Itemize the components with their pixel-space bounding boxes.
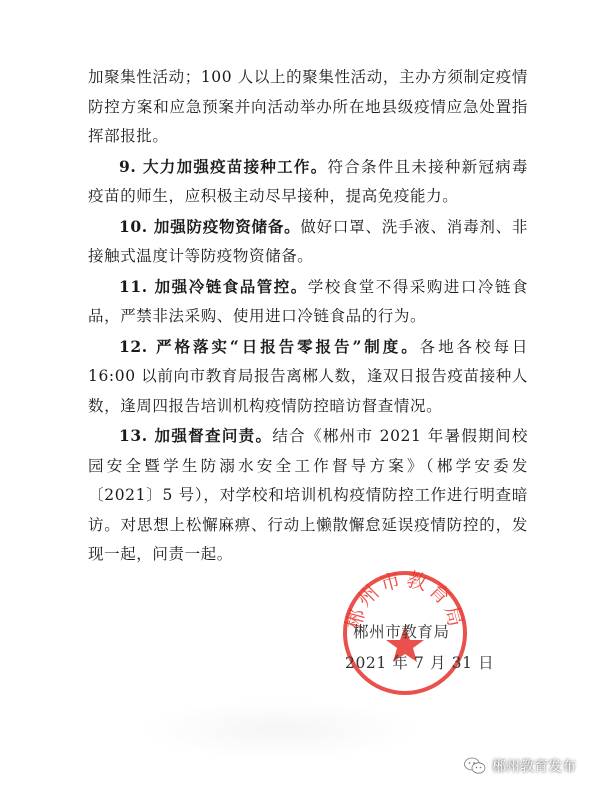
watermark-label: 郴州教育发布 bbox=[492, 759, 576, 775]
seal-text: 郴州市教育局 bbox=[341, 568, 469, 632]
paragraph-1: 加聚集性活动；100 人以上的聚集性活动，主办方须制定疫情防控方案和应急预案并向活动举办所在地县级疫情应急处置指挥部报批。 bbox=[88, 68, 528, 145]
paragraph-item-13: 13. 加强督查问责。结合《郴州市 2021 年暑假期间校园安全暨学生防溺水安全工作督导方案》（郴学安委发〔2021〕5 号），对学校和培训机构疫情防控工作进行明查暗访。对思想上松懈麻痹、行动上懒散懈怠延误疫情防控的，发现一起，问责一起。 bbox=[88, 426, 528, 563]
paragraph-item-12: 12. 严格落实“日报告零报告”制度。各地各校每日 16:00 以前向市教育局报告离郴人数，逢双日报告疫苗接种人数，逢周四报告培训机构疫情防控暗访督查情况。 bbox=[88, 336, 528, 415]
signature-date: 2021 年 7 月 31 日 bbox=[345, 654, 495, 672]
paragraph-item-11: 11. 加强冷链食品管控。学校食堂不得采购进口冷链食品，严禁非法采购、使用进口冷链食品的行为。 bbox=[88, 276, 528, 325]
wechat-icon bbox=[464, 757, 486, 775]
body-text bbox=[88, 62, 528, 570]
signature-organization: 郴州市教育局 bbox=[353, 623, 450, 641]
watermark bbox=[464, 756, 576, 776]
paragraph-item-9: 9. 大力加强疫苗接种工作。符合条件且未接种新冠病毒疫苗的师生，应积极主动尽早接种，提高免疫能力。 bbox=[88, 156, 528, 205]
paragraph-item-10: 10. 加强防疫物资储备。做好口罩、洗手液、消毒剂、非接触式温度计等防疫物资储备。 bbox=[88, 216, 528, 265]
scan-smudge bbox=[140, 700, 420, 760]
